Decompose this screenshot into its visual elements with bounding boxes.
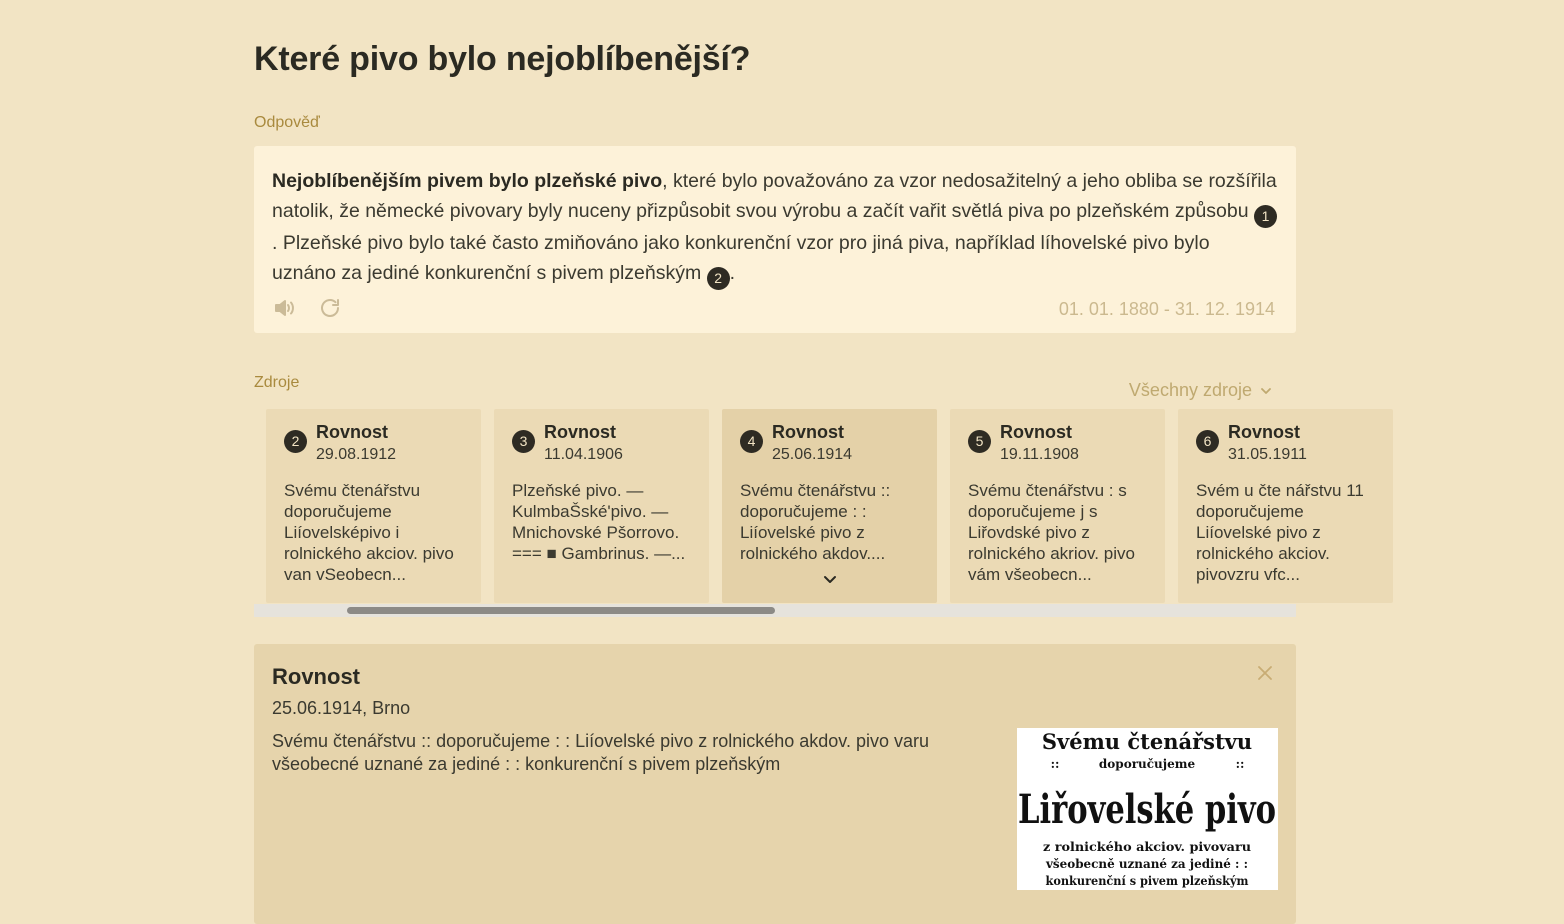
source-card[interactable] bbox=[266, 409, 481, 603]
scrollbar-thumb[interactable] bbox=[347, 607, 775, 614]
source-card-selected[interactable] bbox=[722, 409, 937, 603]
svg-text:doporučujeme: doporučujeme bbox=[1098, 757, 1196, 771]
all-sources-label: Všechny zdroje bbox=[1128, 380, 1252, 400]
source-snippet: Svému čtenářstvu doporučujeme Liíovelsképivo i rolnického akciov. pivo van vSeobecn... bbox=[284, 481, 454, 584]
answer-label: Odpověď bbox=[254, 114, 320, 131]
source-number-badge: 3 bbox=[512, 430, 535, 453]
chevron-down-icon[interactable] bbox=[821, 571, 839, 589]
svg-text:Svému čtenářstvu: Svému čtenářstvu bbox=[1041, 729, 1253, 754]
newspaper-scan-image[interactable] bbox=[1017, 728, 1278, 890]
source-number-badge: 4 bbox=[740, 430, 763, 453]
source-card[interactable] bbox=[1178, 409, 1393, 603]
svg-text:::: :: bbox=[1235, 757, 1245, 771]
source-title: Rovnost bbox=[544, 422, 616, 442]
svg-text:konkurenční s pivem plzeňským: konkurenční s pivem plzeňským bbox=[1045, 874, 1249, 888]
answer-tools bbox=[272, 296, 342, 320]
svg-text:z rolnického akciov. pivovaru: z rolnického akciov. pivovaru bbox=[1043, 840, 1252, 854]
source-snippet: Svému čtenářstvu : s doporučujeme j s Liřovdské pivo z rolnického akriov. pivo vám všeobecn... bbox=[968, 481, 1135, 584]
svg-text:::: :: bbox=[1050, 757, 1060, 771]
answer-box bbox=[254, 146, 1296, 333]
source-number-badge: 5 bbox=[968, 430, 991, 453]
source-date: 19.11.1908 bbox=[1000, 446, 1079, 463]
source-date: 25.06.1914 bbox=[772, 446, 853, 463]
source-number-badge: 2 bbox=[284, 430, 307, 453]
source-date: 11.04.1906 bbox=[544, 446, 623, 463]
source-card[interactable] bbox=[494, 409, 709, 603]
source-date: 31.05.1911 bbox=[1228, 446, 1307, 463]
page-title: Které pivo bylo nejoblíbenější? bbox=[254, 40, 751, 78]
close-icon[interactable] bbox=[1256, 664, 1274, 682]
source-snippet: Plzeňské pivo. — KulmbaŠské'pivo. — Mnichovské Pšorrovo. === ■ Gambrinus. —... bbox=[512, 481, 686, 563]
sources-carousel[interactable] bbox=[254, 409, 1364, 617]
sources-label: Zdroje bbox=[254, 374, 300, 391]
answer-text-part: , které bylo považováno za vzor nedosažitelný a jeho obliba se rozšířila natolik, že německé pivovary byly nuceny přizpůsobit svou výrobu a začít vařit světlá piva po plzeňském způsobu bbox=[272, 170, 1277, 222]
speaker-icon[interactable] bbox=[272, 296, 296, 320]
source-title: Rovnost bbox=[1000, 422, 1072, 442]
chevron-down-icon bbox=[1260, 385, 1272, 397]
source-title: Rovnost bbox=[316, 422, 388, 442]
date-range: 01. 01. 1880 - 31. 12. 1914 bbox=[1058, 299, 1275, 319]
source-card[interactable] bbox=[950, 409, 1165, 603]
citation-badge-1[interactable]: 1 bbox=[1254, 205, 1277, 228]
answer-text-part: . bbox=[729, 262, 736, 284]
svg-text:Liřovelské pivo: Liřovelské pivo bbox=[1018, 786, 1276, 833]
source-title: Rovnost bbox=[1228, 422, 1300, 442]
detail-title: Rovnost bbox=[272, 664, 360, 689]
citation-badge-2[interactable]: 2 bbox=[707, 267, 730, 290]
detail-meta: 25.06.1914, Brno bbox=[272, 698, 411, 718]
horizontal-scrollbar[interactable] bbox=[254, 604, 1296, 617]
source-snippet: Svém u čte nářstvu 11 doporučujeme Liíovelské pivo z rolnického akciov. pivovzru vfc... bbox=[1196, 481, 1364, 584]
source-detail-panel bbox=[254, 644, 1296, 924]
source-number-badge: 6 bbox=[1196, 430, 1219, 453]
answer-bold-lead: Nejoblíbenějším pivem bylo plzeňské pivo bbox=[272, 170, 663, 192]
all-sources-dropdown[interactable] bbox=[1129, 380, 1272, 401]
refresh-icon[interactable] bbox=[318, 296, 342, 320]
source-cards bbox=[266, 409, 1393, 603]
source-title: Rovnost bbox=[772, 422, 844, 442]
answer-text bbox=[272, 166, 1278, 290]
source-date: 29.08.1912 bbox=[316, 446, 397, 463]
answer-text-part: . Plzeňské pivo bylo také často zmiňováno jako konkurenční vzor pro jiná piva, například líhovelské pivo bylo uznáno za jediné konkurenční s pivem plzeňským bbox=[272, 232, 1210, 284]
svg-text:všeobecně uznané za jediné : :: všeobecně uznané za jediné : : bbox=[1045, 857, 1248, 871]
source-snippet: Svému čtenářstvu :: doporučujeme : : Liíovelské pivo z rolnického akdov.... bbox=[740, 481, 891, 563]
detail-text: Svému čtenářstvu :: doporučujeme : : Liíovelské pivo z rolnického akdov. pivo varu všeobecné uznané za jediné : : konkurenční s pivem plzeňským bbox=[272, 731, 929, 774]
